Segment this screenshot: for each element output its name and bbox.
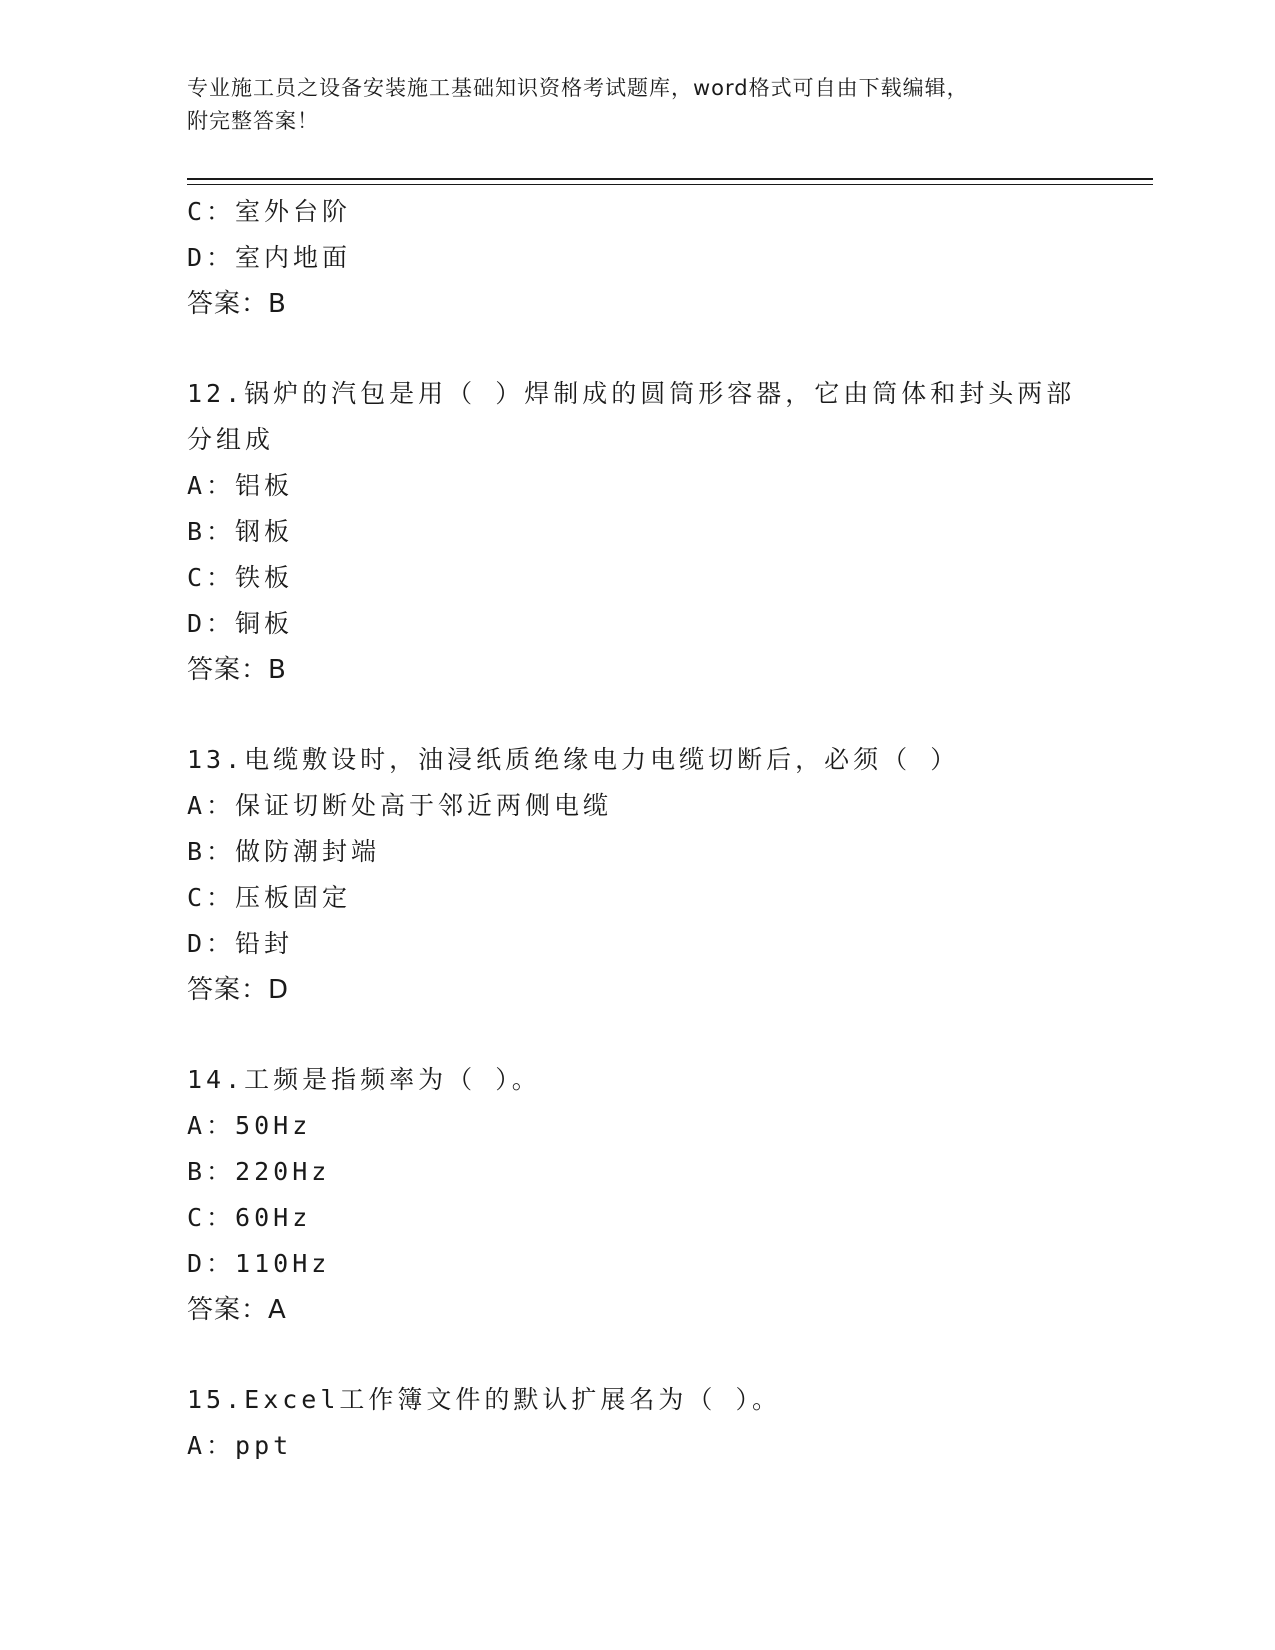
question-block-14 <box>187 1057 1107 1333</box>
document-header <box>187 72 1067 138</box>
option-d: D：110Hz <box>187 1249 331 1278</box>
option-b: B：220Hz <box>187 1157 331 1186</box>
option-a: A：50Hz <box>187 1111 312 1140</box>
option-c: C：60Hz <box>187 1203 312 1232</box>
question-text-line-1: 13.电缆敷设时，油浸纸质绝缘电力电缆切断后，必须（ ） <box>187 745 960 774</box>
option-a: A：保证切断处高于邻近两侧电缆 <box>187 791 613 820</box>
option-b: B：钢板 <box>187 517 294 546</box>
question-spacer <box>187 1013 1107 1057</box>
question-spacer <box>187 693 1107 737</box>
option-b: B：做防潮封端 <box>187 837 381 866</box>
answer-line: 答案：A <box>187 1295 287 1325</box>
header-divider-thin <box>187 184 1153 185</box>
question-text-line-1: 12.锅炉的汽包是用（ ）焊制成的圆筒形容器，它由筒体和封头两部 <box>187 379 1076 408</box>
option-a: A：铝板 <box>187 471 294 500</box>
header-line-1: 专业施工员之设备安装施工基础知识资格考试题库，word格式可自由下载编辑， <box>187 76 969 100</box>
question-text-line-2: 分组成 <box>187 425 275 454</box>
answer-line: 答案：B <box>187 289 287 319</box>
question-spacer <box>187 327 1107 371</box>
answer-line: 答案：B <box>187 655 287 685</box>
answer-line: 答案：D <box>187 975 290 1005</box>
option-c: C：铁板 <box>187 563 294 592</box>
option-c: C：室外台阶 <box>187 197 352 226</box>
question-block-12 <box>187 371 1107 693</box>
option-c: C：压板固定 <box>187 883 352 912</box>
option-d: D：铅封 <box>187 929 294 958</box>
question-spacer <box>187 1333 1107 1377</box>
question-block-15 <box>187 1377 1107 1469</box>
option-d: D：铜板 <box>187 609 294 638</box>
header-divider-thick <box>187 178 1153 180</box>
question-block-11-continued <box>187 189 1107 327</box>
option-a: A：ppt <box>187 1431 293 1460</box>
header-line-2: 附完整答案！ <box>187 109 319 133</box>
question-text-line-1: 14.工频是指频率为（ ）。 <box>187 1065 541 1094</box>
question-block-13 <box>187 737 1107 1013</box>
question-list <box>187 189 1107 1469</box>
option-d: D：室内地面 <box>187 243 352 272</box>
question-text-line-1: 15.Excel工作簿文件的默认扩展名为（ ）。 <box>187 1385 781 1414</box>
